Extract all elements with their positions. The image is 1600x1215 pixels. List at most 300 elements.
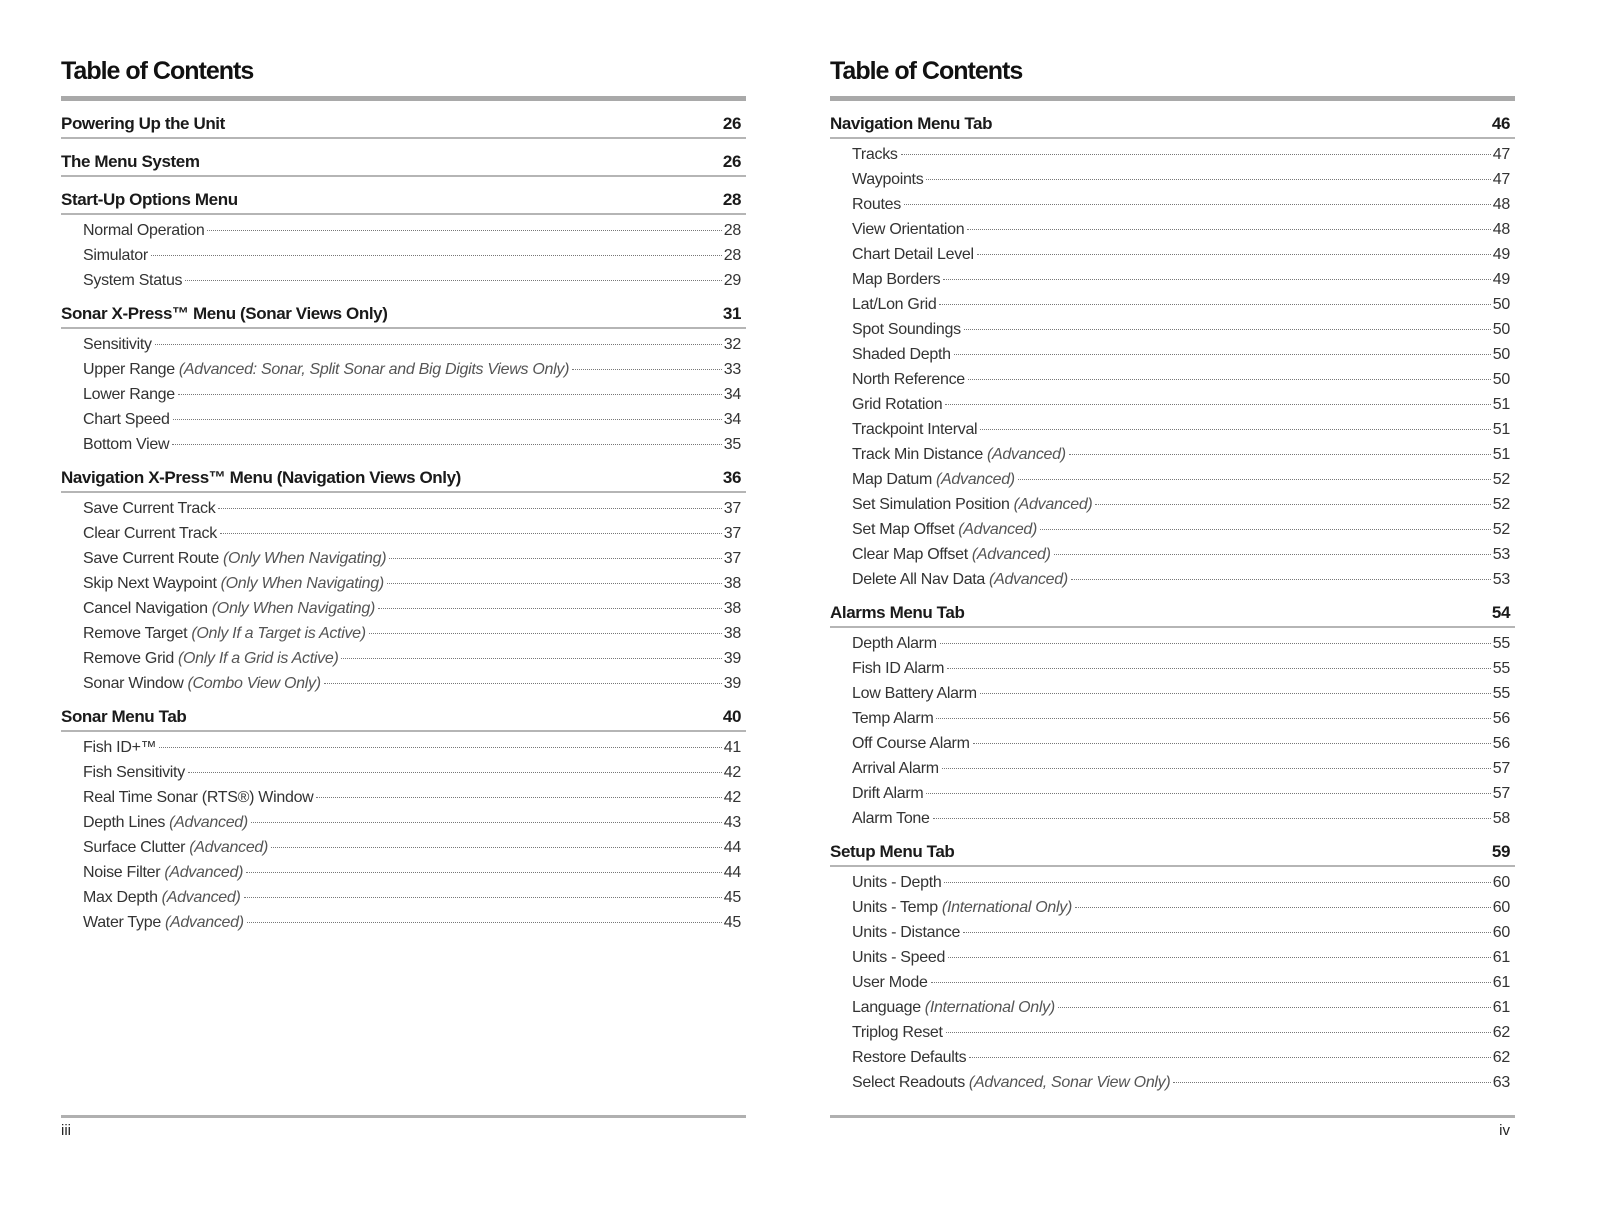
toc-list — [61, 111, 746, 943]
dot-leader — [947, 668, 1491, 669]
entry-note: (Only If a Target is Active) — [191, 625, 366, 642]
entry-note: (Advanced) — [164, 914, 244, 931]
entry-label: North Reference — [852, 371, 965, 388]
dot-leader — [1075, 907, 1491, 908]
section-title: Navigation X-Press™ Menu (Navigation Views Only) — [61, 468, 461, 487]
toc-entry[interactable] — [830, 1020, 1515, 1045]
toc-entry[interactable] — [830, 656, 1515, 681]
toc-entry[interactable] — [830, 542, 1515, 567]
entry-label: Max Depth — [83, 889, 158, 906]
dot-leader — [1058, 1007, 1491, 1008]
section-title: Sonar Menu Tab — [61, 707, 187, 726]
toc-entry[interactable] — [830, 781, 1515, 806]
entry-label: Language — [852, 999, 921, 1016]
section-title: Alarms Menu Tab — [830, 603, 965, 622]
section-page-number: 26 — [722, 114, 741, 133]
dot-leader — [901, 154, 1491, 155]
dot-leader — [271, 847, 722, 848]
toc-entry[interactable] — [61, 910, 746, 935]
toc-entry[interactable] — [830, 920, 1515, 945]
section-title: Powering Up the Unit — [61, 114, 225, 133]
entry-label: Triplog Reset — [852, 1024, 943, 1041]
section-heading[interactable] — [61, 465, 746, 493]
toc-section — [61, 149, 746, 177]
entry-label: Trackpoint Interval — [852, 421, 978, 438]
toc-entry[interactable] — [830, 995, 1515, 1020]
entry-page-number: 53 — [1492, 546, 1510, 563]
entry-page-number: 42 — [723, 764, 741, 781]
entry-page-number: 47 — [1492, 171, 1510, 188]
dot-leader — [1173, 1082, 1490, 1083]
entry-page-number: 38 — [723, 625, 741, 642]
section-heading[interactable] — [61, 149, 746, 177]
entry-page-number: 53 — [1492, 571, 1510, 588]
entry-page-number: 51 — [1492, 396, 1510, 413]
entry-page-number: 38 — [723, 600, 741, 617]
dot-leader — [980, 429, 1490, 430]
dot-leader — [159, 747, 721, 748]
dot-leader — [940, 643, 1491, 644]
toc-entry[interactable] — [61, 835, 746, 860]
entry-page-number: 39 — [723, 675, 741, 692]
footer-rule — [61, 1115, 746, 1118]
toc-section — [61, 465, 746, 696]
dot-leader — [926, 179, 1490, 180]
section-entries — [830, 628, 1515, 831]
toc-entry[interactable] — [61, 243, 746, 268]
entry-note: (Advanced, Sonar View Only) — [968, 1074, 1171, 1091]
toc-entry[interactable] — [830, 267, 1515, 292]
entry-page-number: 50 — [1492, 321, 1510, 338]
entry-label: Fish ID+™ — [83, 739, 157, 756]
entry-page-number: 62 — [1492, 1024, 1510, 1041]
entry-label: Low Battery Alarm — [852, 685, 977, 702]
section-page-number: 26 — [722, 152, 741, 171]
dot-leader — [247, 922, 722, 923]
entry-page-number: 56 — [1492, 710, 1510, 727]
entry-label: Save Current Track — [83, 500, 216, 517]
entry-page-number: 52 — [1492, 471, 1510, 488]
entry-note: (Advanced) — [189, 839, 269, 856]
toc-entry[interactable] — [830, 870, 1515, 895]
section-entries — [61, 215, 746, 293]
toc-entry[interactable] — [61, 571, 746, 596]
section-page-number: 31 — [722, 304, 741, 323]
dot-leader — [980, 693, 1491, 694]
toc-entry[interactable] — [61, 546, 746, 571]
section-entries — [830, 867, 1515, 1095]
toc-entry[interactable] — [830, 442, 1515, 467]
section-heading[interactable] — [830, 600, 1515, 628]
section-heading[interactable] — [61, 704, 746, 732]
toc-entry[interactable] — [830, 970, 1515, 995]
section-page-number: 36 — [722, 468, 741, 487]
entry-label: Set Simulation Position — [852, 496, 1010, 513]
left-page — [61, 0, 746, 1215]
entry-label: Normal Operation — [83, 222, 205, 239]
entry-page-number: 61 — [1492, 974, 1510, 991]
dot-leader — [387, 583, 722, 584]
toc-entry[interactable] — [830, 567, 1515, 592]
entry-label: Simulator — [83, 247, 148, 264]
entry-note: (Advanced) — [989, 571, 1068, 588]
toc-entry[interactable] — [830, 292, 1515, 317]
entry-page-number: 34 — [723, 411, 741, 428]
dot-leader — [218, 508, 721, 509]
entry-page-number: 47 — [1492, 146, 1510, 163]
toc-entry[interactable] — [61, 521, 746, 546]
entry-page-number: 43 — [723, 814, 741, 831]
entry-page-number: 52 — [1492, 496, 1510, 513]
toc-entry[interactable] — [830, 142, 1515, 167]
entry-page-number: 61 — [1492, 999, 1510, 1016]
section-heading[interactable] — [61, 187, 746, 215]
dot-leader — [969, 1057, 1490, 1058]
entry-page-number: 28 — [723, 247, 741, 264]
entry-label: Fish Sensitivity — [83, 764, 185, 781]
entry-label: Set Map Offset — [852, 521, 955, 538]
entry-label: Alarm Tone — [852, 810, 930, 827]
toc-entry[interactable] — [830, 492, 1515, 517]
entry-page-number: 52 — [1492, 521, 1510, 538]
toc-entry[interactable] — [830, 317, 1515, 342]
entry-label: Noise Filter — [83, 864, 161, 881]
entry-page-number: 50 — [1492, 346, 1510, 363]
dot-leader — [251, 822, 722, 823]
entry-page-number: 41 — [723, 739, 741, 756]
section-title: Setup Menu Tab — [830, 842, 955, 861]
toc-entry[interactable] — [61, 332, 746, 357]
entry-note: (Combo View Only) — [187, 675, 321, 692]
toc-entry[interactable] — [61, 760, 746, 785]
entry-note: (Advanced: Sonar, Split Sonar and Big Digits Views Only) — [178, 361, 570, 378]
toc-entry[interactable] — [61, 268, 746, 293]
entry-label: Delete All Nav Data — [852, 571, 986, 588]
entry-label: Depth Lines — [83, 814, 166, 831]
section-title: Start-Up Options Menu — [61, 190, 238, 209]
entry-label: View Orientation — [852, 221, 965, 238]
dot-leader — [977, 254, 1491, 255]
dot-leader — [1071, 579, 1491, 580]
dot-leader — [1069, 454, 1491, 455]
entry-label: Remove Grid — [83, 650, 174, 667]
entry-page-number: 60 — [1492, 874, 1510, 891]
right-page — [830, 0, 1515, 1215]
dot-leader — [155, 344, 722, 345]
dot-leader — [1054, 554, 1491, 555]
entry-page-number: 60 — [1492, 899, 1510, 916]
entry-page-number: 37 — [723, 525, 741, 542]
section-title: Navigation Menu Tab — [830, 114, 993, 133]
section-page-number: 40 — [722, 707, 741, 726]
dot-leader — [172, 444, 722, 445]
entry-label: Map Datum — [852, 471, 932, 488]
dot-leader — [1095, 504, 1490, 505]
entry-label: Units - Distance — [852, 924, 961, 941]
dot-leader — [316, 797, 721, 798]
dot-leader — [968, 379, 1491, 380]
toc-section — [830, 111, 1515, 592]
toc-entry[interactable] — [61, 357, 746, 382]
dot-leader — [151, 255, 722, 256]
entry-note: (Only If a Grid is Active) — [177, 650, 339, 667]
entry-note: (Advanced) — [958, 521, 1038, 538]
entry-note: (International Only) — [924, 999, 1055, 1016]
entry-page-number: 44 — [723, 864, 741, 881]
entry-page-number: 63 — [1492, 1074, 1510, 1091]
entry-page-number: 37 — [723, 550, 741, 567]
toc-section — [61, 187, 746, 293]
entry-label: Waypoints — [852, 171, 924, 188]
entry-label: Upper Range — [83, 361, 175, 378]
entry-page-number: 34 — [723, 386, 741, 403]
entry-label: Routes — [852, 196, 901, 213]
entry-label: Skip Next Waypoint — [83, 575, 217, 592]
toc-entry[interactable] — [830, 217, 1515, 242]
toc-entry[interactable] — [61, 860, 746, 885]
dot-leader — [943, 279, 1491, 280]
entry-label: Restore Defaults — [852, 1049, 967, 1066]
entry-page-number: 35 — [723, 436, 741, 453]
entry-label: Grid Rotation — [852, 396, 943, 413]
entry-note: (Advanced) — [936, 471, 1015, 488]
section-page-number: 54 — [1491, 603, 1510, 622]
toc-entry[interactable] — [830, 731, 1515, 756]
dot-leader — [973, 743, 1491, 744]
toc-entry[interactable] — [61, 382, 746, 407]
toc-list — [830, 111, 1515, 1103]
toc-entry[interactable] — [830, 681, 1515, 706]
entry-page-number: 33 — [723, 361, 741, 378]
entry-note: (Advanced) — [164, 864, 244, 881]
dot-leader — [572, 369, 722, 370]
entry-label: Arrival Alarm — [852, 760, 939, 777]
dot-leader — [173, 419, 722, 420]
entry-label: Sonar Window — [83, 675, 184, 692]
entry-note: (Advanced) — [161, 889, 241, 906]
entry-label: Depth Alarm — [852, 635, 937, 652]
toc-entry[interactable] — [830, 756, 1515, 781]
entry-page-number: 49 — [1492, 271, 1510, 288]
entry-page-number: 57 — [1492, 785, 1510, 802]
entry-label: Map Borders — [852, 271, 941, 288]
toc-section — [61, 704, 746, 935]
entry-label: Chart Speed — [83, 411, 170, 428]
entry-label: Lat/Lon Grid — [852, 296, 937, 313]
toc-entry[interactable] — [830, 417, 1515, 442]
page-number: iii — [61, 1122, 71, 1139]
entry-label: Track Min Distance — [852, 446, 983, 463]
entry-label: Temp Alarm — [852, 710, 934, 727]
toc-entry[interactable] — [61, 621, 746, 646]
dot-leader — [964, 329, 1491, 330]
dot-leader — [936, 718, 1490, 719]
dot-leader — [948, 957, 1491, 958]
dot-leader — [341, 658, 721, 659]
toc-entry[interactable] — [830, 342, 1515, 367]
dot-leader — [207, 230, 721, 231]
entry-page-number: 60 — [1492, 924, 1510, 941]
toc-entry[interactable] — [830, 706, 1515, 731]
entry-label: Water Type — [83, 914, 161, 931]
section-page-number: 59 — [1491, 842, 1510, 861]
dot-leader — [178, 394, 722, 395]
entry-label: Tracks — [852, 146, 898, 163]
dot-leader — [963, 932, 1491, 933]
toc-entry[interactable] — [61, 671, 746, 696]
entry-page-number: 44 — [723, 839, 741, 856]
toc-entry[interactable] — [61, 885, 746, 910]
entry-page-number: 50 — [1492, 296, 1510, 313]
entry-label: Lower Range — [83, 386, 175, 403]
dot-leader — [954, 354, 1491, 355]
entry-page-number: 55 — [1492, 635, 1510, 652]
dot-leader — [1018, 479, 1491, 480]
entry-page-number: 56 — [1492, 735, 1510, 752]
section-heading[interactable] — [830, 111, 1515, 139]
entry-label: Sensitivity — [83, 336, 152, 353]
section-page-number: 28 — [722, 190, 741, 209]
page-title: Table of Contents — [830, 57, 1023, 85]
entry-label: Drift Alarm — [852, 785, 924, 802]
toc-entry[interactable] — [830, 895, 1515, 920]
dot-leader — [967, 229, 1490, 230]
dot-leader — [220, 533, 722, 534]
entry-page-number: 32 — [723, 336, 741, 353]
footer-rule — [830, 1115, 1515, 1118]
entry-page-number: 28 — [723, 222, 741, 239]
page-number: iv — [1499, 1122, 1510, 1139]
toc-section — [61, 301, 746, 457]
toc-section — [830, 839, 1515, 1095]
section-entries — [61, 732, 746, 935]
section-heading[interactable] — [61, 111, 746, 139]
toc-entry[interactable] — [830, 392, 1515, 417]
dot-leader — [389, 558, 722, 559]
toc-entry[interactable] — [61, 496, 746, 521]
toc-entry[interactable] — [830, 631, 1515, 656]
toc-entry[interactable] — [61, 810, 746, 835]
entry-page-number: 62 — [1492, 1049, 1510, 1066]
entry-page-number: 49 — [1492, 246, 1510, 263]
entry-page-number: 57 — [1492, 760, 1510, 777]
section-heading[interactable] — [830, 839, 1515, 867]
entry-page-number: 45 — [723, 889, 741, 906]
dot-leader — [944, 882, 1490, 883]
toc-entry[interactable] — [830, 517, 1515, 542]
dot-leader — [904, 204, 1491, 205]
entry-note: (Advanced) — [971, 546, 1051, 563]
entry-page-number: 55 — [1492, 660, 1510, 677]
entry-label: Surface Clutter — [83, 839, 186, 856]
entry-label: Units - Temp — [852, 899, 938, 916]
dot-leader — [1040, 529, 1491, 530]
title-rule — [830, 96, 1515, 101]
entry-page-number: 48 — [1492, 221, 1510, 238]
entry-page-number: 51 — [1492, 421, 1510, 438]
entry-page-number: 45 — [723, 914, 741, 931]
entry-note: (Advanced) — [169, 814, 248, 831]
entry-label: Spot Soundings — [852, 321, 961, 338]
entry-note: (Only When Navigating) — [223, 550, 387, 567]
entry-page-number: 29 — [723, 272, 741, 289]
dot-leader — [926, 793, 1490, 794]
entry-label: Shaded Depth — [852, 346, 951, 363]
toc-section — [61, 111, 746, 139]
dot-leader — [244, 897, 722, 898]
dot-leader — [942, 768, 1491, 769]
entry-page-number: 48 — [1492, 196, 1510, 213]
entry-page-number: 37 — [723, 500, 741, 517]
toc-section — [830, 600, 1515, 831]
dot-leader — [946, 1032, 1491, 1033]
toc-entry[interactable] — [61, 218, 746, 243]
dot-leader — [369, 633, 722, 634]
toc-entry[interactable] — [61, 785, 746, 810]
entry-label: System Status — [83, 272, 183, 289]
entry-page-number: 55 — [1492, 685, 1510, 702]
entry-page-number: 51 — [1492, 446, 1510, 463]
entry-note: (International Only) — [941, 899, 1072, 916]
entry-page-number: 38 — [723, 575, 741, 592]
dot-leader — [324, 683, 722, 684]
toc-entry[interactable] — [61, 735, 746, 760]
entry-label: User Mode — [852, 974, 928, 991]
entry-label: Save Current Route — [83, 550, 220, 567]
toc-entry[interactable] — [830, 945, 1515, 970]
entry-note: (Advanced) — [1013, 496, 1093, 513]
toc-entry[interactable] — [830, 467, 1515, 492]
toc-entry[interactable] — [61, 596, 746, 621]
section-title: Sonar X-Press™ Menu (Sonar Views Only) — [61, 304, 388, 323]
entry-label: Clear Current Track — [83, 525, 217, 542]
entry-page-number: 39 — [723, 650, 741, 667]
toc-entry[interactable] — [830, 192, 1515, 217]
entry-label: Units - Depth — [852, 874, 942, 891]
toc-entry[interactable] — [61, 407, 746, 432]
entry-label: Select Readouts — [852, 1074, 965, 1091]
entry-note: (Only When Navigating) — [220, 575, 384, 592]
entry-page-number: 61 — [1492, 949, 1510, 966]
toc-entry[interactable] — [830, 367, 1515, 392]
dot-leader — [246, 872, 722, 873]
toc-entry[interactable] — [830, 242, 1515, 267]
toc-entry[interactable] — [830, 1045, 1515, 1070]
dot-leader — [945, 404, 1490, 405]
dot-leader — [931, 982, 1491, 983]
entry-note: (Advanced) — [986, 446, 1066, 463]
dot-leader — [933, 818, 1491, 819]
dot-leader — [939, 304, 1490, 305]
section-heading[interactable] — [61, 301, 746, 329]
dot-leader — [188, 772, 722, 773]
section-entries — [61, 329, 746, 457]
toc-entry[interactable] — [61, 646, 746, 671]
entry-page-number: 42 — [723, 789, 741, 806]
page-title: Table of Contents — [61, 57, 254, 85]
entry-page-number: 50 — [1492, 371, 1510, 388]
entry-label: Chart Detail Level — [852, 246, 974, 263]
entry-label: Bottom View — [83, 436, 170, 453]
entry-label: Clear Map Offset — [852, 546, 968, 563]
toc-entry[interactable] — [830, 167, 1515, 192]
section-entries — [61, 493, 746, 696]
toc-entry[interactable] — [830, 806, 1515, 831]
title-rule — [61, 96, 746, 101]
toc-entry[interactable] — [61, 432, 746, 457]
entry-label: Real Time Sonar (RTS®) Window — [83, 789, 314, 806]
toc-entry[interactable] — [830, 1070, 1515, 1095]
